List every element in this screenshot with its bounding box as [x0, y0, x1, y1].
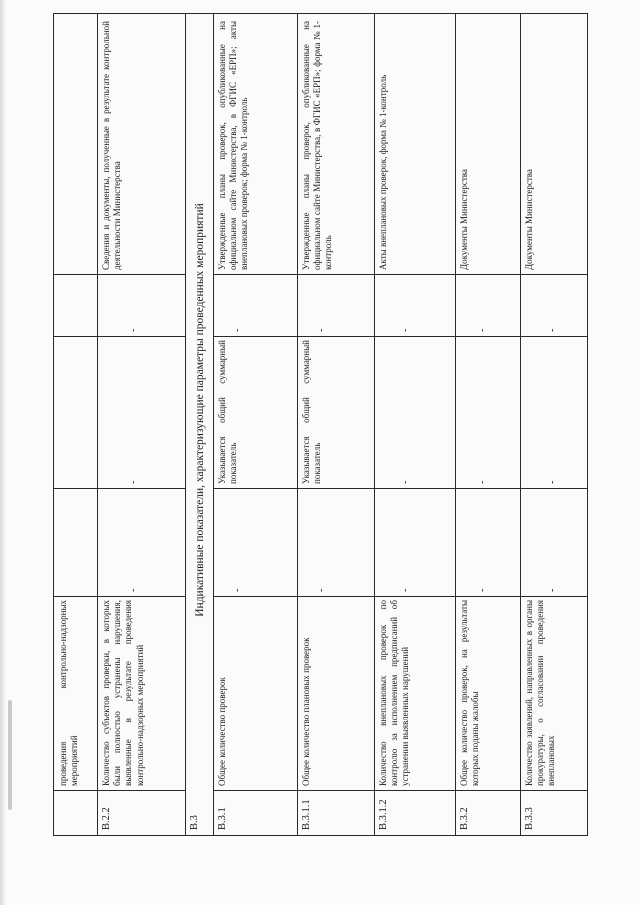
value-cell: - [128, 480, 139, 484]
value-cell: - [477, 588, 488, 592]
section-code-cell: В.3 [189, 815, 200, 830]
code-cell: В.2.2 [101, 807, 112, 830]
code-cell: В.3.1.2 [378, 799, 389, 830]
code-cell: В.3.1.1 [301, 799, 312, 830]
row-divider [97, 13, 98, 836]
indicator-cell: Общее количество плановых проверок [301, 637, 311, 786]
col-divider [53, 336, 185, 337]
value-cell: Указывается общий суммарный показатель [301, 340, 323, 484]
value-cell: Указывается общий суммарный показатель [217, 340, 239, 484]
scan-mark [8, 700, 12, 810]
source-cell: Акты внеплановых проверок, форма № 1-контроль [378, 74, 388, 270]
code-cell: В.3.3 [524, 807, 535, 830]
value-cell: - [316, 328, 327, 332]
row-divider [185, 13, 186, 836]
code-cell: В.3.2 [459, 807, 470, 830]
row-divider [374, 13, 375, 836]
col-divider [53, 274, 185, 275]
row-divider [520, 13, 521, 836]
value-cell: - [128, 328, 139, 332]
value-cell: - [547, 480, 558, 484]
row-divider [213, 13, 214, 836]
scan-shadow [0, 0, 6, 905]
value-cell: - [128, 588, 139, 592]
value-cell: - [400, 328, 411, 332]
indicator-cell: проведения контрольно-надзорных мероприятий [58, 600, 80, 786]
row-divider [297, 13, 298, 836]
value-cell: - [400, 588, 411, 592]
value-cell: - [547, 328, 558, 332]
source-cell: Документы Министерства [524, 169, 534, 270]
row-divider [455, 13, 456, 836]
indicator-cell: Количество субъектов проверки, в которых были полностью устранены нарушения, выявленные в результате проведения контрольно-надзорных мероприятий [101, 600, 145, 786]
value-cell: - [477, 328, 488, 332]
source-cell: Сведения и документы, полученные в результате контрольной деятельности Министерства [101, 21, 123, 270]
value-cell: - [232, 588, 243, 592]
indicator-cell: Количество заявлений, направленных в органы прокуратуры, о согласовании проведения внеплановых [524, 600, 557, 786]
source-cell: Утвержденные планы проверок, опубликованные на официальном сайте Министерства, в ФГИС «ЕРП»; акты внеплановых проверок; форма № 1-контроль [217, 21, 250, 270]
value-cell: - [316, 588, 327, 592]
source-cell: Документы Министерства [459, 169, 469, 270]
indicator-cell: Общее количество проверок [217, 677, 227, 786]
code-cell: В.3.1 [217, 807, 228, 830]
indicator-cell: Количество внеплановых проверок по контролю за исполнением предписаний об устранении выявленных нарушений [378, 600, 411, 786]
value-cell: - [232, 328, 243, 332]
value-cell: - [400, 480, 411, 484]
source-cell: Утвержденные планы проверок, опубликованные на официальном сайте Министерства, в ФГИС «ЕРП»; форма № 1-контроль [301, 21, 334, 270]
value-cell: - [477, 480, 488, 484]
value-cell: - [547, 588, 558, 592]
col-divider [53, 488, 185, 489]
section-title: Индикативные показатели, характеризующие параметры проведенных мероприятий [194, 203, 206, 617]
indicator-cell: Общее количество проверок, на результаты которых поданы жалобы [459, 600, 481, 786]
